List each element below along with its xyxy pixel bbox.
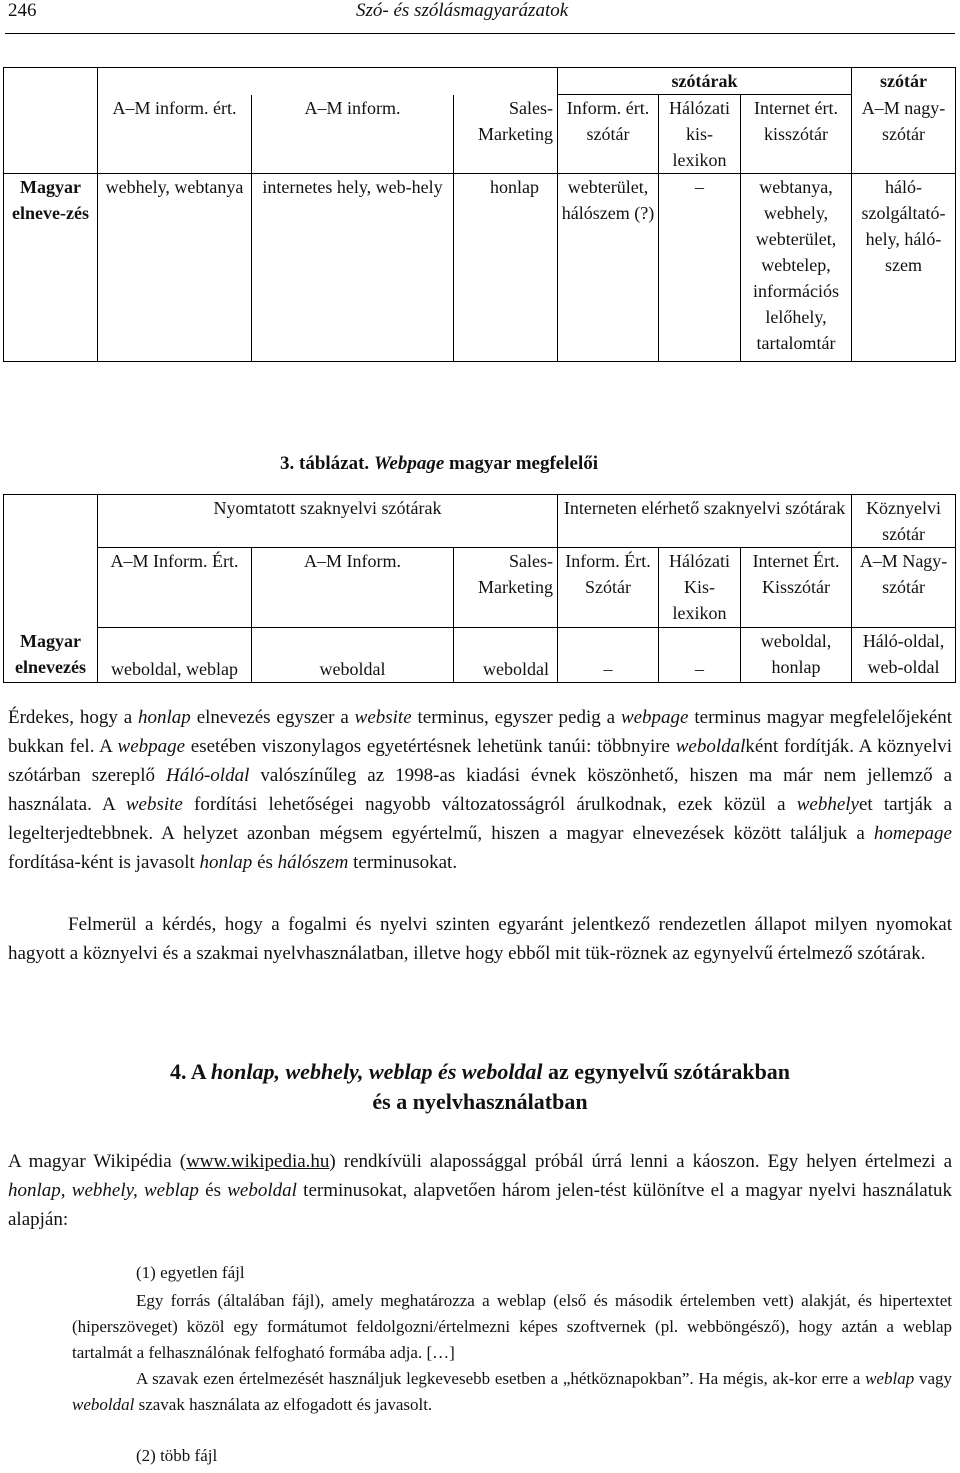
quote-label-1: (1) egyetlen fájl [136, 1263, 245, 1282]
paragraph-discussion: Érdekes, hogy a honlap elnevezés egyszer a website terminus, egyszer pedig a webpage terminus magyar megfelelőjeként bukkan fel. A webpage esetében viszonylagos egyetértésnek lehetünk tanúi: többnyire weboldalként fordítják. A köznyelvi szótárban szereplő Háló-oldal valószínűleg az 1998-as kiadási évnek köszönhető, hiszen ma már nem jellemző a használata. A website fordítási lehetőségei nagyobb változatosságról árulkodnak, ezek közül a webhelyet tartják a legelterjedtebbnek. A helyzet azonban mégsem egyértelmű, hiszen a magyar elnevezések között találjuk a homepage fordítása-ként is javasolt honlap és hálószem terminusokat. [8, 707, 952, 873]
table2-group-print: Nyomtatott szaknyelvi szótárak [98, 495, 558, 548]
quote-paragraph-1: Egy forrás (általában fájl), amely meghatározza a weblap (első és második értelemben vett) alakját, és hipertextet (hiperszöveget) közöl egy formátumot feldolgozni/értelmezni képes szoftvernek (pl. webböngésző), hogy aztán a weblap tartalmát a felhasználónak felfogható formába adja. […] [72, 1291, 952, 1362]
table-webpage-translations [3, 494, 956, 683]
table2-cell: weboldal, weblap [98, 628, 252, 683]
table1-cell: internetes hely, web-hely [252, 174, 454, 362]
table1-cell: – [659, 174, 741, 362]
table1-col-header: Sales-Marketing [454, 95, 558, 174]
table3-caption: 3. táblázat. Webpage magyar megfelelői [280, 453, 599, 474]
quote-label-2: (2) több fájl [136, 1446, 218, 1465]
table1-group-online: szótárak [558, 68, 852, 95]
header-rule [5, 33, 955, 34]
table2-col-header: A–M Nagy-szótár [852, 548, 956, 628]
table2-col-header: Sales-Marketing [454, 548, 558, 628]
table1-col-header: A–M inform. [252, 95, 454, 174]
wikipedia-link[interactable]: www.wikipedia.hu [186, 1151, 330, 1172]
table2-cell: weboldal [454, 628, 558, 683]
table1-col-header: Hálózati kis-lexikon [659, 95, 741, 174]
running-header [8, 0, 952, 30]
running-title: Szó- és szólásmagyarázatok [356, 0, 569, 21]
table2-row-label: Magyar elnevezés [4, 628, 98, 683]
table1-col-header: A–M inform. ért. [98, 95, 252, 174]
page-number: 246 [8, 0, 37, 21]
table2-col-header: A–M Inform. [252, 548, 454, 628]
table1-col-header: Internet ért. kisszótár [741, 95, 852, 174]
table1-row-label: Magyar elneve-zés [4, 174, 98, 362]
table2-col-header: Internet Ért. Kisszótár [741, 548, 852, 628]
table1-cell: webterület, hálószem (?) [558, 174, 659, 362]
paragraph-wikipedia: A magyar Wikipédia (www.wikipedia.hu) rendkívüli alapossággal próbál úrrá lenni a káoszon. Egy helyen értelmezi a honlap, webhely, weblap és weboldal terminusokat, alapvetően három jelen-tést különítve el a magyar nyelvi használatuk alapján: [8, 1151, 953, 1230]
table2-cell: Háló-oldal, web-oldal [852, 628, 956, 683]
table2-cell: – [659, 628, 741, 683]
table-website-translations [3, 67, 956, 362]
table2-cell: weboldal, honlap [741, 628, 852, 683]
table2-cell: – [558, 628, 659, 683]
table2-col-header: Inform. Ért. Szótár [558, 548, 659, 628]
table2-col-header: Hálózati Kis-lexikon [659, 548, 741, 628]
table1-col-header: Inform. ért. szótár [558, 95, 659, 174]
table1-corner [4, 68, 98, 95]
table1-col-header: A–M nagy-szótár [852, 95, 956, 174]
quote-paragraph-2: A szavak ezen értelmezését használjuk legkevesebb esetben a „hétköznapokban”. Ha mégis, ak-kor erre a weblap vagy weboldal szavak használata az elfogadott és javasolt. [72, 1369, 952, 1414]
table1-cell: webtanya, webhely, webterület, webtelep, információs lelőhely, tartalomtár [741, 174, 852, 362]
section-heading: 4. A honlap, webhely, weblap és weboldal az egynyelvű szótárakban és a nyelvhasználatban [169, 1059, 791, 1114]
table2-col-header: A–M Inform. Ért. [98, 548, 252, 628]
paragraph-question: Felmerül a kérdés, hogy a fogalmi és nyelvi szinten egyaránt jelentkező rendezetlen állapot milyen nyomokat hagyott a köznyelvi és a szakmai nyelvhasználatban, illetve hogy ebből mit tük-röznek az egynyelvű értelmező szótárak. [8, 914, 952, 964]
table1-cell: háló-szolgáltató-hely, háló-szem [852, 174, 956, 362]
table2-group-online: Interneten elérhető szaknyelvi szótárak [558, 495, 852, 548]
table2-group-general: Köznyelvi szótár [852, 495, 956, 548]
table1-group-general: szótár [852, 68, 956, 95]
table1-cell: honlap [454, 174, 558, 362]
table1-cell: webhely, webtanya [98, 174, 252, 362]
table2-cell: weboldal [252, 628, 454, 683]
